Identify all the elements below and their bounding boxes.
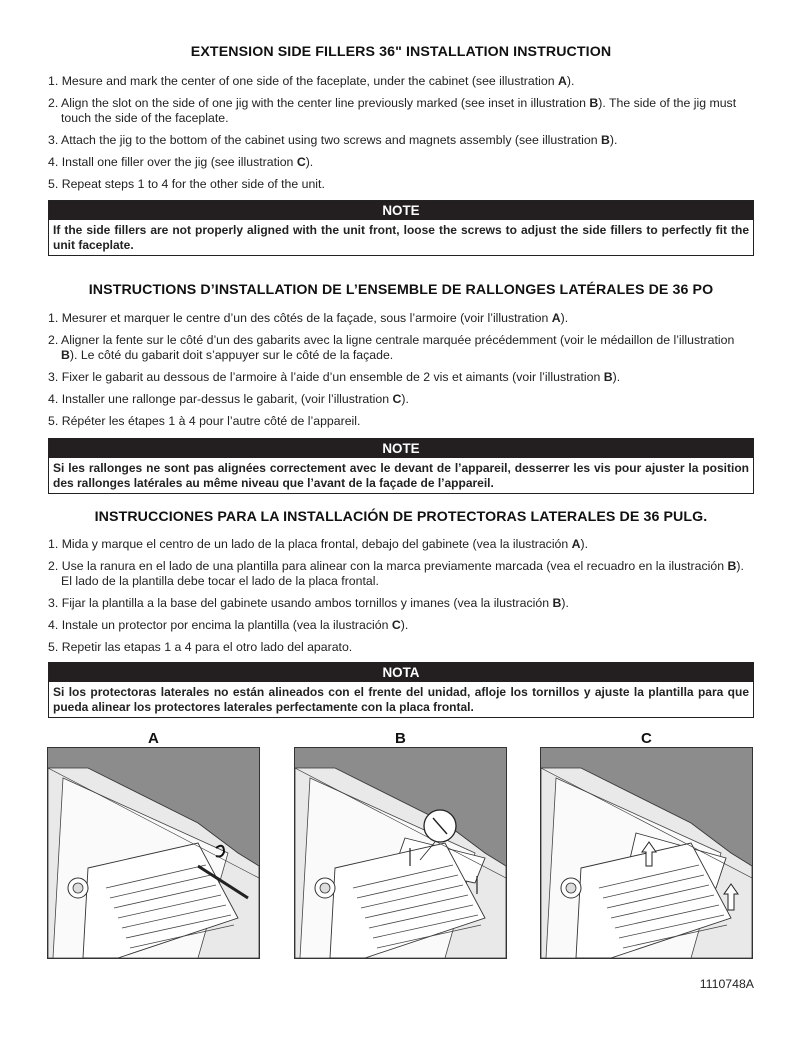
illustration-reference: B <box>727 558 737 573</box>
step-text: Instale un protector por encima la plantilla (vea la ilustración <box>61 617 392 632</box>
illustration-reference: A <box>571 537 581 551</box>
step-text-end: ). <box>560 311 569 325</box>
step-text: Use la ranura en el lado de una plantilla para alinear con la marca previamente marcada (vea el recuadro en la ilustración <box>61 558 728 573</box>
illustration-reference: B <box>603 370 613 385</box>
step-number: 4. <box>48 154 59 169</box>
step-number: 3. <box>48 133 59 148</box>
figure-label-c: C <box>641 730 652 747</box>
step-text-end: ). <box>400 617 409 632</box>
english-note-title: NOTE <box>49 201 753 220</box>
es-step-3 <box>48 596 754 611</box>
step-number: 3. <box>48 596 59 611</box>
step-number: 1. <box>48 74 59 88</box>
english-note <box>48 200 754 256</box>
illustration-a-drawing <box>48 748 259 958</box>
step-text-end: ). The side of the jig must touch the side of the faceplate. <box>61 95 737 126</box>
illustration-reference: B <box>601 133 610 148</box>
step-number: 3. <box>48 370 59 385</box>
fr-step-4 <box>48 392 754 407</box>
english-note-text: If the side fillers are not properly aligned with the unit front, loose the screws to adjust the side fillers to perfectly fit the unit faceplate. <box>53 223 749 252</box>
step-text-end: ). <box>612 370 621 385</box>
figure-label-b: B <box>395 730 406 747</box>
es-step-2 <box>48 559 754 590</box>
step-text-end: ). <box>566 74 575 88</box>
es-step-5 <box>48 640 754 655</box>
step-text-end: ). <box>305 154 314 169</box>
french-note <box>48 438 754 494</box>
english-steps <box>48 74 754 199</box>
step-number: 1. <box>48 537 59 551</box>
fr-step-3 <box>48 370 754 385</box>
figure-label-a: A <box>148 730 159 747</box>
step-text: Install one filler over the jig (see illustration <box>61 154 297 169</box>
document-number: 1110748A <box>699 977 754 991</box>
step-text: Repetir las etapas 1 a 4 para el otro lado del aparato. <box>61 639 353 654</box>
step-text-end: ). <box>609 133 618 148</box>
spanish-title: INSTRUCCIONES PARA LA INSTALLACIÓN DE PROTECTORAS LATERALES DE 36 PULG. <box>94 509 708 525</box>
step-text: Répéter les étapes 1 à 4 pour l’autre côté de l’appareil. <box>61 413 361 428</box>
spanish-note-title: NOTA <box>49 663 753 682</box>
es-step-4 <box>48 618 754 633</box>
en-step-3 <box>48 133 754 148</box>
illustration-c <box>540 747 753 959</box>
step-number: 4. <box>48 617 59 632</box>
step-text: Fijar la plantilla a la base del gabinete usando ambos tornillos y imanes (vea la ilustración <box>61 596 553 611</box>
en-step-5 <box>48 177 754 192</box>
step-number: 4. <box>48 391 59 406</box>
step-number: 1. <box>48 311 59 325</box>
illustration-reference: C <box>392 391 402 406</box>
step-text: Attach the jig to the bottom of the cabinet using two screws and magnets assembly (see illustration <box>61 133 601 148</box>
en-step-4 <box>48 155 754 170</box>
step-text-end: ). El lado de la plantilla debe tocar el lado de la placa frontal. <box>61 558 744 589</box>
illustration-b-drawing <box>295 748 506 958</box>
step-number: 5. <box>48 176 59 191</box>
spanish-note-text: Si los protectoras laterales no están alineados con el frente del unidad, afloje los tornillos y ajuste la plantilla para que pueda alinear los protectores laterales perfectamente con la placa frontal. <box>53 685 749 714</box>
step-text: Repeat steps 1 to 4 for the other side of the unit. <box>61 176 325 191</box>
step-number: 2. <box>48 332 59 347</box>
illustration-c-drawing <box>541 748 752 958</box>
illustration-reference: B <box>61 348 70 363</box>
french-steps <box>48 311 754 436</box>
spanish-steps <box>48 537 754 662</box>
illustration-reference: A <box>557 74 567 88</box>
step-text: Fixer le gabarit au dessous de l’armoire à l’aide d’un ensemble de 2 vis et aimants (voir l’illustration <box>61 370 604 385</box>
step-text-end: ). <box>401 391 409 406</box>
illustration-a <box>47 747 260 959</box>
step-number: 5. <box>48 639 59 654</box>
english-title: EXTENSION SIDE FILLERS 36" INSTALLATION INSTRUCTION <box>190 44 612 60</box>
illustration-reference: B <box>589 95 599 110</box>
step-text: Mesurer et marquer le centre d’un des côtés de la façade, sous l’armoire (voir l’illustration <box>61 311 552 325</box>
french-note-title: NOTE <box>49 439 753 458</box>
step-number: 5. <box>48 413 59 428</box>
step-text: Aligner la fente sur le côté d’un des gabarits avec la ligne centrale marquée précédemment (voir le médaillon de l’illustration <box>61 332 735 347</box>
illustration-reference: B <box>552 596 562 611</box>
fr-step-5 <box>48 414 754 429</box>
step-number: 2. <box>48 558 59 573</box>
en-step-2 <box>48 96 754 127</box>
en-step-1 <box>48 74 754 89</box>
step-text: Mida y marque el centro de un lado de la placa frontal, debajo del gabinete (vea la ilustración <box>61 537 572 551</box>
illustration-b <box>294 747 507 959</box>
step-text-end: ). Le côté du gabarit doit s’appuyer sur le côté de la façade. <box>69 348 394 363</box>
illustration-reference: A <box>551 311 561 325</box>
fr-step-1 <box>48 311 754 326</box>
french-note-text: Si les rallonges ne sont pas alignées correctement avec le devant de l’appareil, desserrer les vis pour ajuster la position des rallonges latérales au même niveau que l’avant de la façade de l’appareil. <box>53 461 749 490</box>
spanish-note <box>48 662 754 718</box>
step-text-end: ). <box>580 537 589 551</box>
illustration-reference: C <box>391 617 401 632</box>
step-text: Installer une rallonge par-dessus le gabarit, (voir l’illustration <box>61 391 393 406</box>
es-step-1 <box>48 537 754 552</box>
french-title: INSTRUCTIONS D’INSTALLATION DE L’ENSEMBLE DE RALLONGES LATÉRALES DE 36 PO <box>88 282 714 298</box>
fr-step-2 <box>48 333 754 364</box>
step-text: Align the slot on the side of one jig with the center line previously marked (see inset in illustration <box>61 95 590 110</box>
step-text: Mesure and mark the center of one side of the faceplate, under the cabinet (see illustration <box>61 74 558 88</box>
step-number: 2. <box>48 95 59 110</box>
illustration-reference: C <box>296 154 306 169</box>
step-text-end: ). <box>561 596 569 611</box>
